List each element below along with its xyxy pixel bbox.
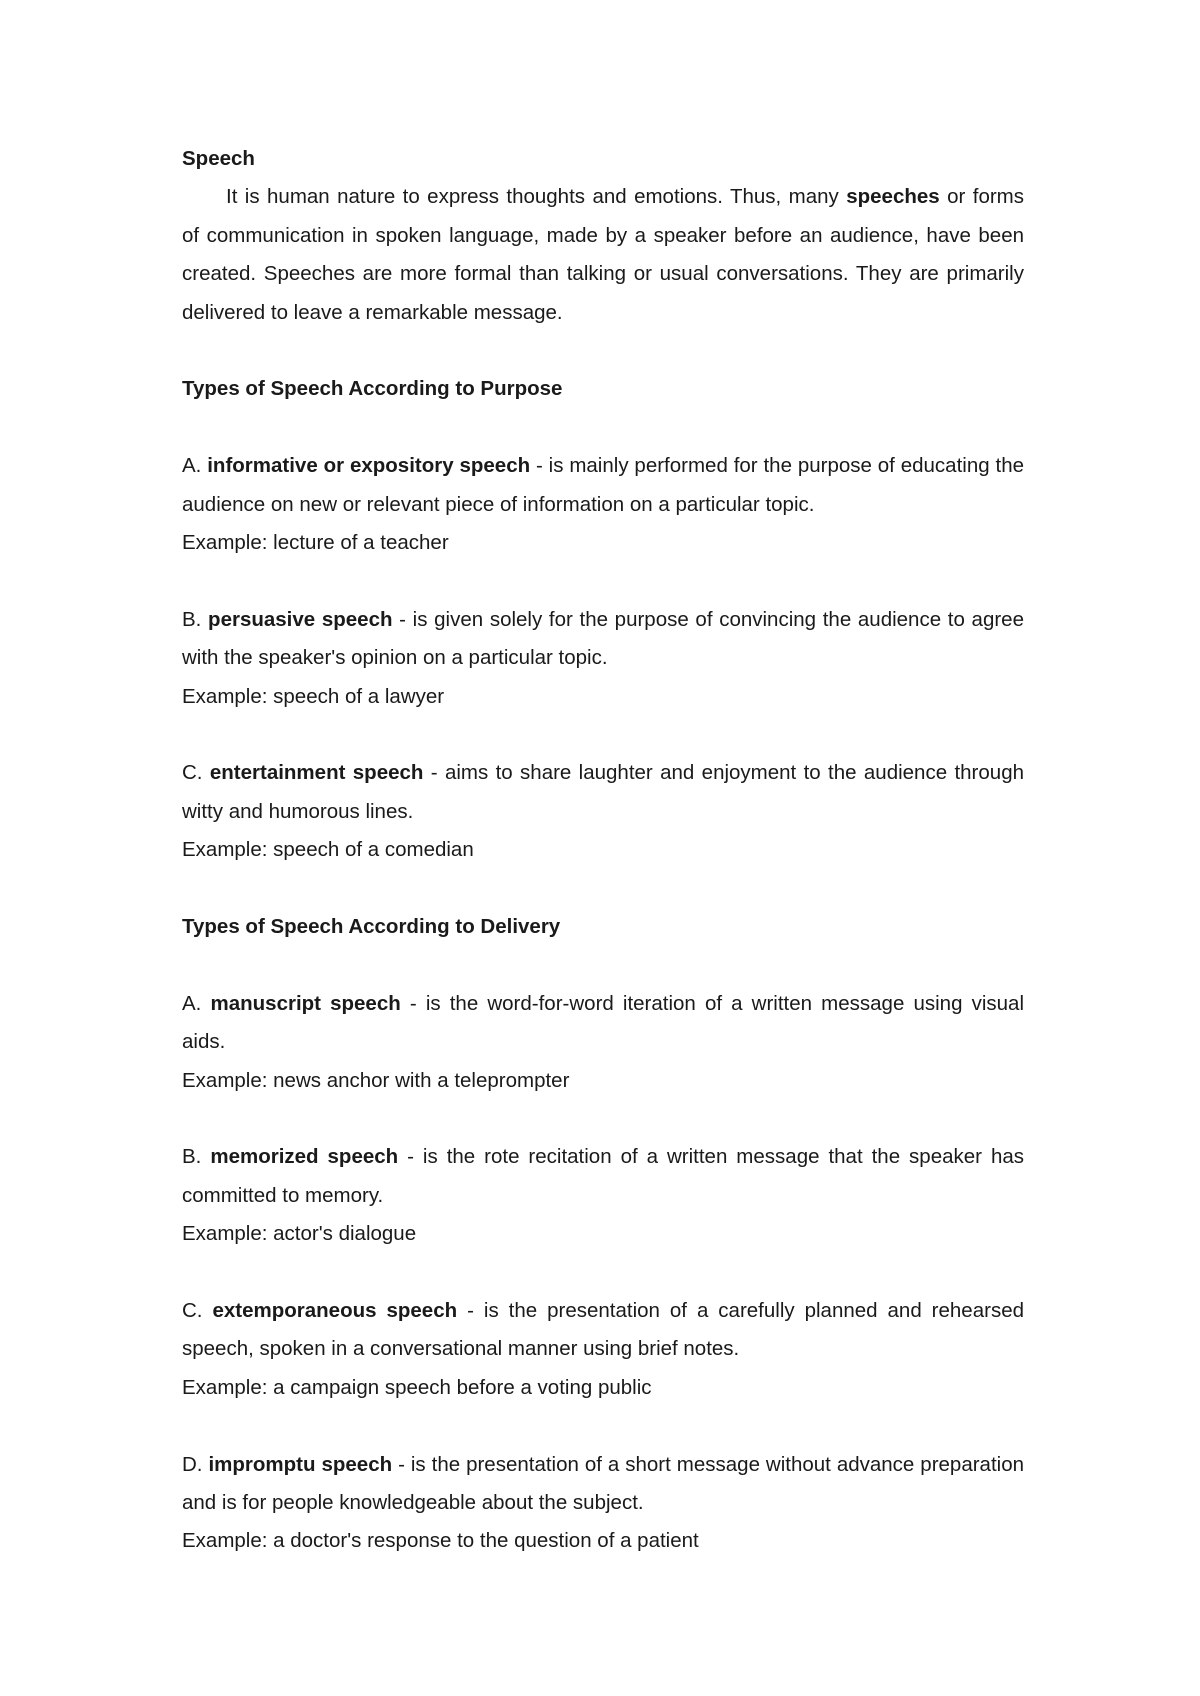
item-example: Example: actor's dialogue (182, 1222, 417, 1246)
item-definition: - is mainly performed for the purpose of educating the audience on new or relevant piece of information on a particular topic. (182, 454, 1024, 516)
item-definition: - is given solely for the purpose of convincing the audience to agree with the speaker's opinion on a particular topic. (182, 607, 1024, 670)
item-definition: - is the presentation of a short message without advance preparation and is for people knowledgeable about the subject. (182, 1452, 1025, 1515)
spacer (182, 1254, 1024, 1292)
delivery-item-impromptu (182, 1446, 1024, 1523)
item-term: manuscript speech (210, 991, 401, 1015)
intro-bold-term: speeches (846, 185, 940, 209)
item-term: persuasive speech (208, 607, 393, 631)
purpose-item-entertainment (182, 754, 1024, 831)
item-term: entertainment speech (209, 761, 424, 785)
item-definition: - is the word-for-word iteration of a written message using visual aids. (182, 991, 1024, 1054)
item-letter: A. (182, 991, 202, 1015)
document-title: Speech (182, 147, 255, 170)
item-letter: C. (182, 1299, 203, 1323)
item-letter: B. (182, 1145, 202, 1169)
item-definition: - is the rote recitation of a written message that the speaker has committed to memory. (182, 1145, 1024, 1207)
item-example: Example: speech of a comedian (182, 838, 474, 862)
item-example: Example: a campaign speech before a voting public (182, 1375, 652, 1399)
item-term: memorized speech (210, 1145, 399, 1169)
item-term: impromptu speech (208, 1452, 393, 1476)
item-definition: - aims to share laughter and enjoyment to the audience through witty and humorous lines. (182, 761, 1024, 823)
delivery-item-extemporaneous (182, 1292, 1024, 1369)
spacer (182, 716, 1024, 754)
intro-paragraph (182, 178, 1024, 332)
item-letter: C. (182, 761, 203, 785)
spacer (182, 1100, 1024, 1138)
item-definition: - is the presentation of a carefully planned and rehearsed speech, spoken in a conversational manner using brief notes. (182, 1299, 1024, 1361)
purpose-heading: Types of Speech According to Purpose (182, 377, 563, 401)
intro-text-after: or forms of communication in spoken language, made by a speaker before an audience, have been created. Speeches are more formal than talking or usual conversations. They are primarily delivered to leave a remarkable message. (182, 185, 1024, 324)
delivery-item-memorized (182, 1138, 1024, 1215)
spacer (182, 332, 1024, 370)
spacer (182, 946, 1024, 984)
spacer (182, 870, 1024, 908)
delivery-item-manuscript (182, 985, 1024, 1062)
intro-text-before: It is human nature to express thoughts and emotions. Thus, many (226, 185, 847, 209)
purpose-item-persuasive (182, 601, 1024, 678)
item-letter: A. (182, 454, 202, 478)
purpose-item-informative (182, 447, 1024, 524)
spacer (182, 562, 1024, 600)
item-term: informative or expository speech (207, 454, 531, 478)
item-letter: B. (182, 607, 202, 631)
item-example: Example: news anchor with a teleprompter (182, 1068, 570, 1092)
spacer (182, 409, 1024, 447)
spacer (182, 1407, 1024, 1445)
delivery-heading: Types of Speech According to Delivery (182, 915, 561, 939)
item-example: Example: lecture of a teacher (182, 531, 449, 555)
item-example: Example: speech of a lawyer (182, 684, 445, 708)
item-term: extemporaneous speech (212, 1299, 458, 1323)
document-page (182, 140, 1024, 1561)
item-example: Example: a doctor's response to the question of a patient (182, 1529, 699, 1553)
item-letter: D. (182, 1452, 203, 1476)
